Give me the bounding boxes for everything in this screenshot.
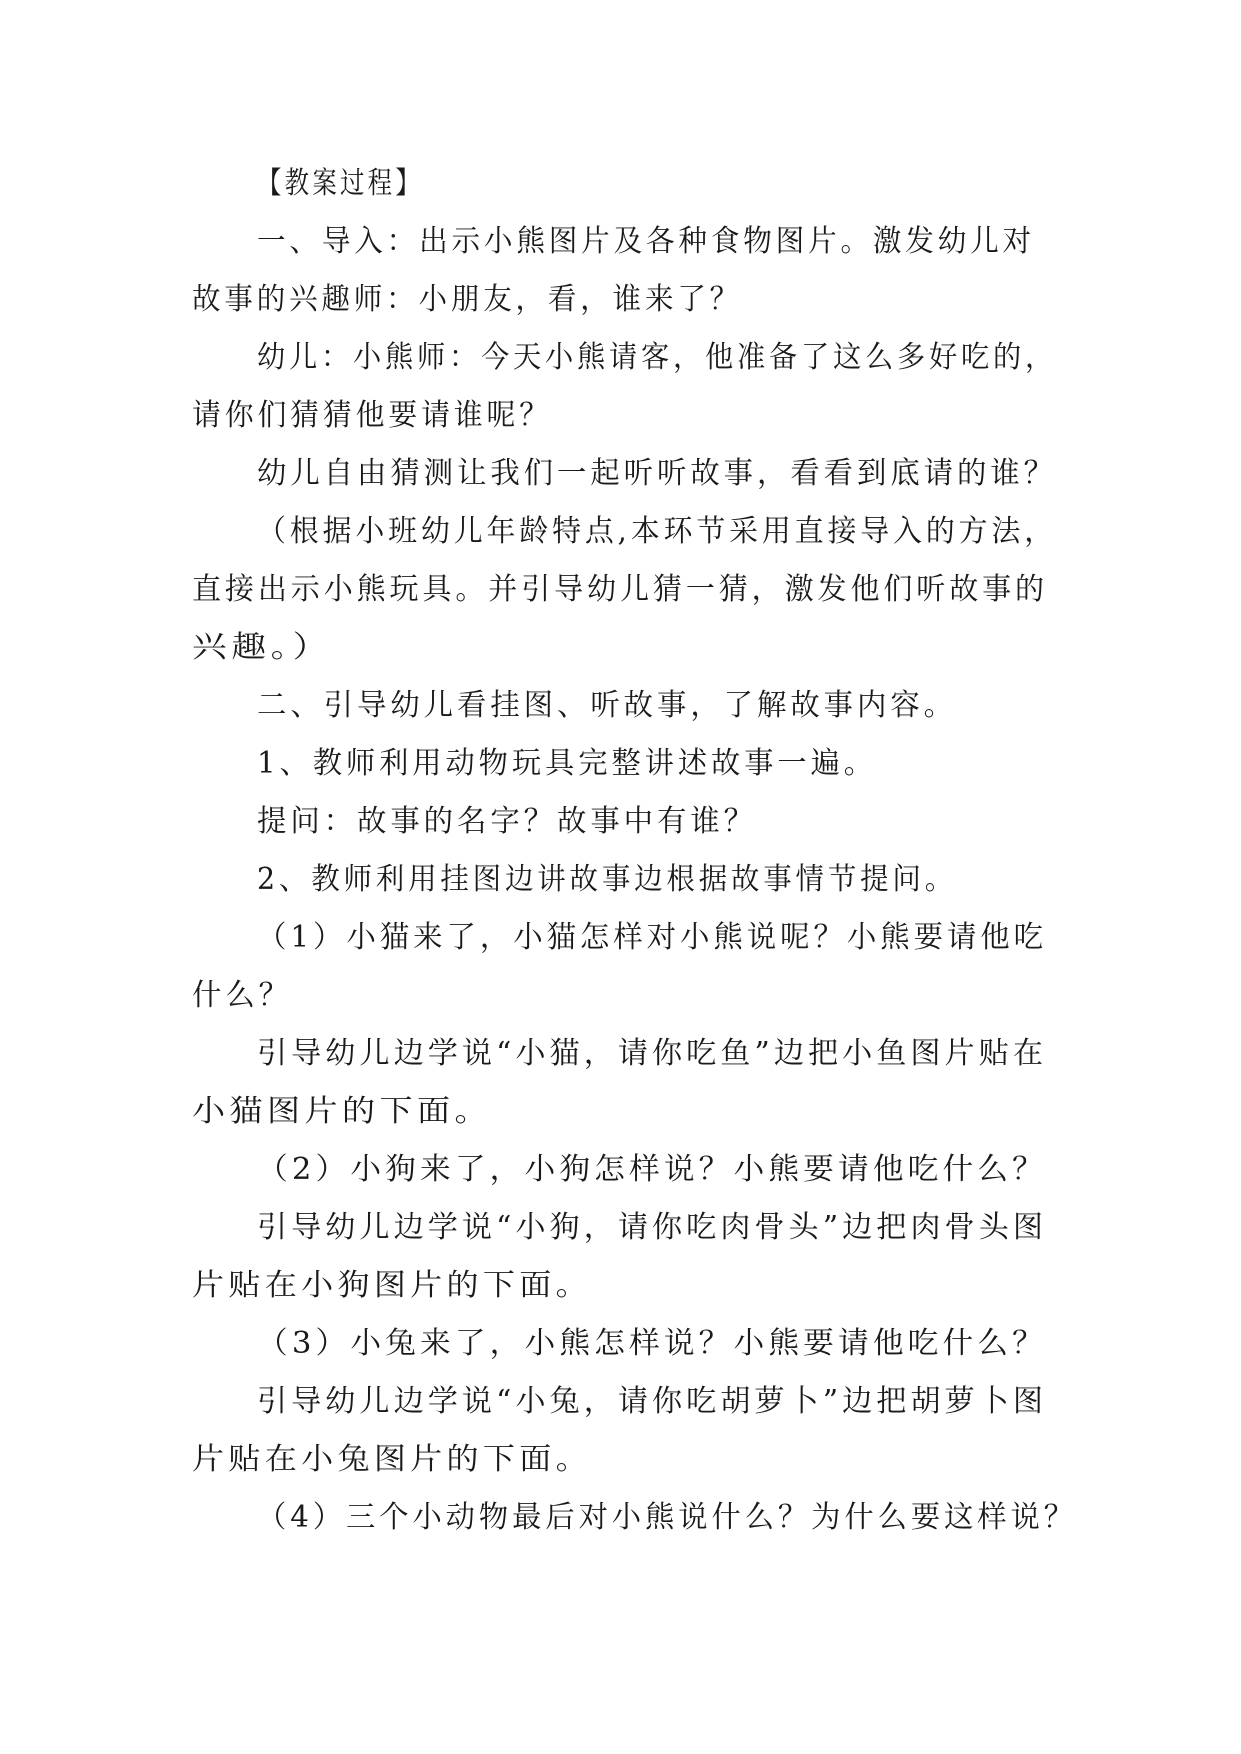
paragraph-line: 直接出示小熊玩具。并引导幼儿猜一猜，激发他们听故事的 (192, 572, 1048, 607)
paragraph-line: （4）三个小动物最后对小熊说什么？为什么要这样说？ (257, 1500, 1077, 1535)
paragraph-line: 1、教师利用动物玩具完整讲述故事一遍。 (257, 746, 877, 781)
paragraph-line: （2）小狗来了，小狗怎样说？小熊要请他吃什么？ (257, 1152, 1047, 1187)
paragraph-line: 小猫图片的下面。 (192, 1094, 492, 1129)
paragraph-line: 请你们猜猜他要请谁呢？ (192, 398, 553, 433)
paragraph-line: （根据小班幼儿年龄特点,本环节采用直接导入的方法， (257, 514, 1058, 549)
paragraph-line: 引导幼儿边学说“小狗，请你吃肉骨头”边把肉骨头图 (257, 1210, 1047, 1245)
paragraph-line: （3）小兔来了，小熊怎样说？小熊要请他吃什么？ (257, 1326, 1047, 1361)
paragraph-line: 二、引导幼儿看挂图、听故事，了解故事内容。 (257, 688, 958, 723)
paragraph-line: 引导幼儿边学说“小猫，请你吃鱼”边把小鱼图片贴在 (257, 1036, 1047, 1071)
paragraph-line: 2、教师利用挂图边讲故事边根据故事情节提问。 (257, 862, 958, 897)
paragraph-line: 片贴在小狗图片的下面。 (192, 1268, 592, 1303)
paragraph-line: （1）小猫来了，小猫怎样对小熊说呢？小熊要请他吃 (257, 920, 1048, 955)
paragraph-line: 幼儿：小熊师：今天小熊请客，他准备了这么多好吃的， (257, 340, 1058, 375)
section-heading: 【教案过程】 (257, 166, 423, 201)
paragraph-line: 幼儿自由猜测让我们一起听听故事，看看到底请的谁？ (257, 456, 1058, 491)
paragraph-line: 引导幼儿边学说“小兔，请你吃胡萝卜”边把胡萝卜图 (257, 1384, 1047, 1419)
paragraph-line: 什么？ (192, 978, 293, 1013)
paragraph-line: 兴趣。） (192, 630, 332, 665)
paragraph-line: 提问：故事的名字？故事中有谁？ (257, 804, 758, 839)
paragraph-line: 一、导入：出示小熊图片及各种食物图片。激发幼儿对 (257, 224, 1035, 259)
paragraph-line: 故事的兴趣师：小朋友，看，谁来了？ (192, 282, 743, 317)
paragraph-line: 片贴在小兔图片的下面。 (192, 1442, 592, 1477)
